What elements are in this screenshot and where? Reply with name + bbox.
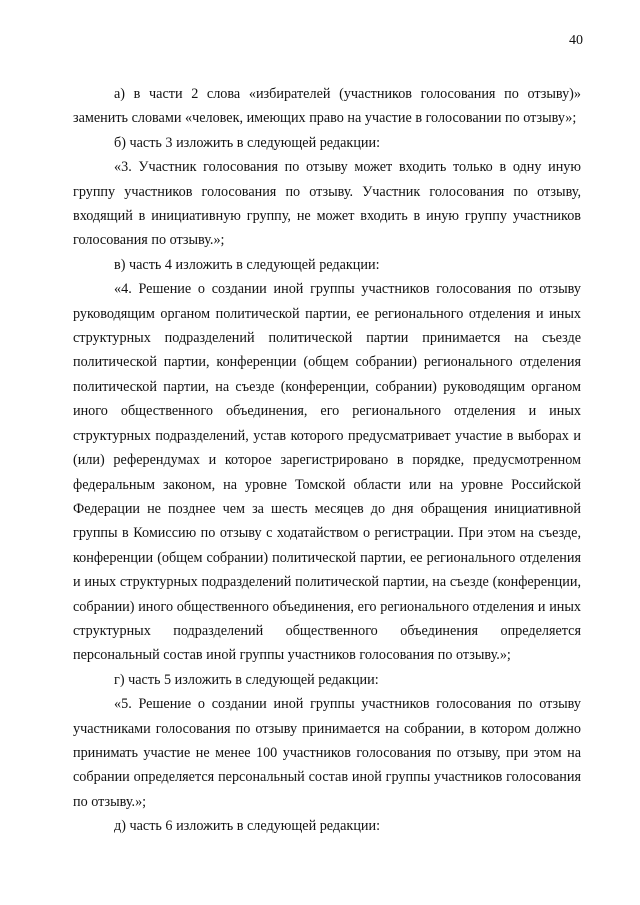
paragraph-part-5-text: «5. Решение о создании иной группы участников голосования по отзыву участниками голосования по отзыву принимается на собрании, в котором должно принимать участие не менее 100 участников голосования по отзыву, при этом на собрании определяется персональный состав иной группы участников голосования по отзыву.»; (73, 696, 581, 810)
paragraph-g-heading: г) часть 5 изложить в следующей редакции: (114, 671, 379, 688)
paragraph-b-heading: б) часть 3 изложить в следующей редакции: (114, 134, 381, 151)
paragraph-v-heading: в) часть 4 изложить в следующей редакции: (114, 256, 380, 273)
paragraph-part-3-text: «3. Участник голосования по отзыву может входить только в одну иную группу участников голосования по отзыву. Участник голосования по отзыву, входящий в инициативную группу, не может входить в иную группу участников голосования по отзыву.»; (73, 159, 581, 249)
document-body (73, 82, 581, 839)
paragraph-d-heading: д) часть 6 изложить в следующей редакции: (114, 818, 381, 835)
paragraph-part-4-text: «4. Решение о создании иной группы участников голосования по отзыву руководящим органом политической партии, ее регионального отделения и иных структурных подразделений политической партии принимается на съезде политической партии, конференции (общем собрании) регионального отделения политической партии, на съезде (конференции, собрании) руководящим органом иного общественного объединения, его регионального отделения и иных структурных подразделений, устав которого предусматривает участие в выборах и (или) референдумах и которое зарегистрировано в порядке, предусмотренном федеральным законом, на уровне Томской области или на уровне Российской Федерации не позднее чем за шесть месяцев до дня обращения инициативной группы в Комиссию по отзыву с ходатайством о регистрации. При этом на съезде, конференции (общем собрании) политической партии, ее регионального отделения и иных структурных подразделений политической партии, на съезде (конференции, собрании) иного общественного объединения, его регионального отделения и иных структурных подразделений общественного объединения определяется персональный состав иной группы участников голосования по отзыву.»; (73, 281, 581, 664)
paragraph-a: а) в части 2 слова «избирателей (участников голосования по отзыву)» заменить словами «человек, имеющих право на участие в голосовании по отзыву»; (73, 86, 581, 127)
page-number: 40 (569, 33, 583, 48)
